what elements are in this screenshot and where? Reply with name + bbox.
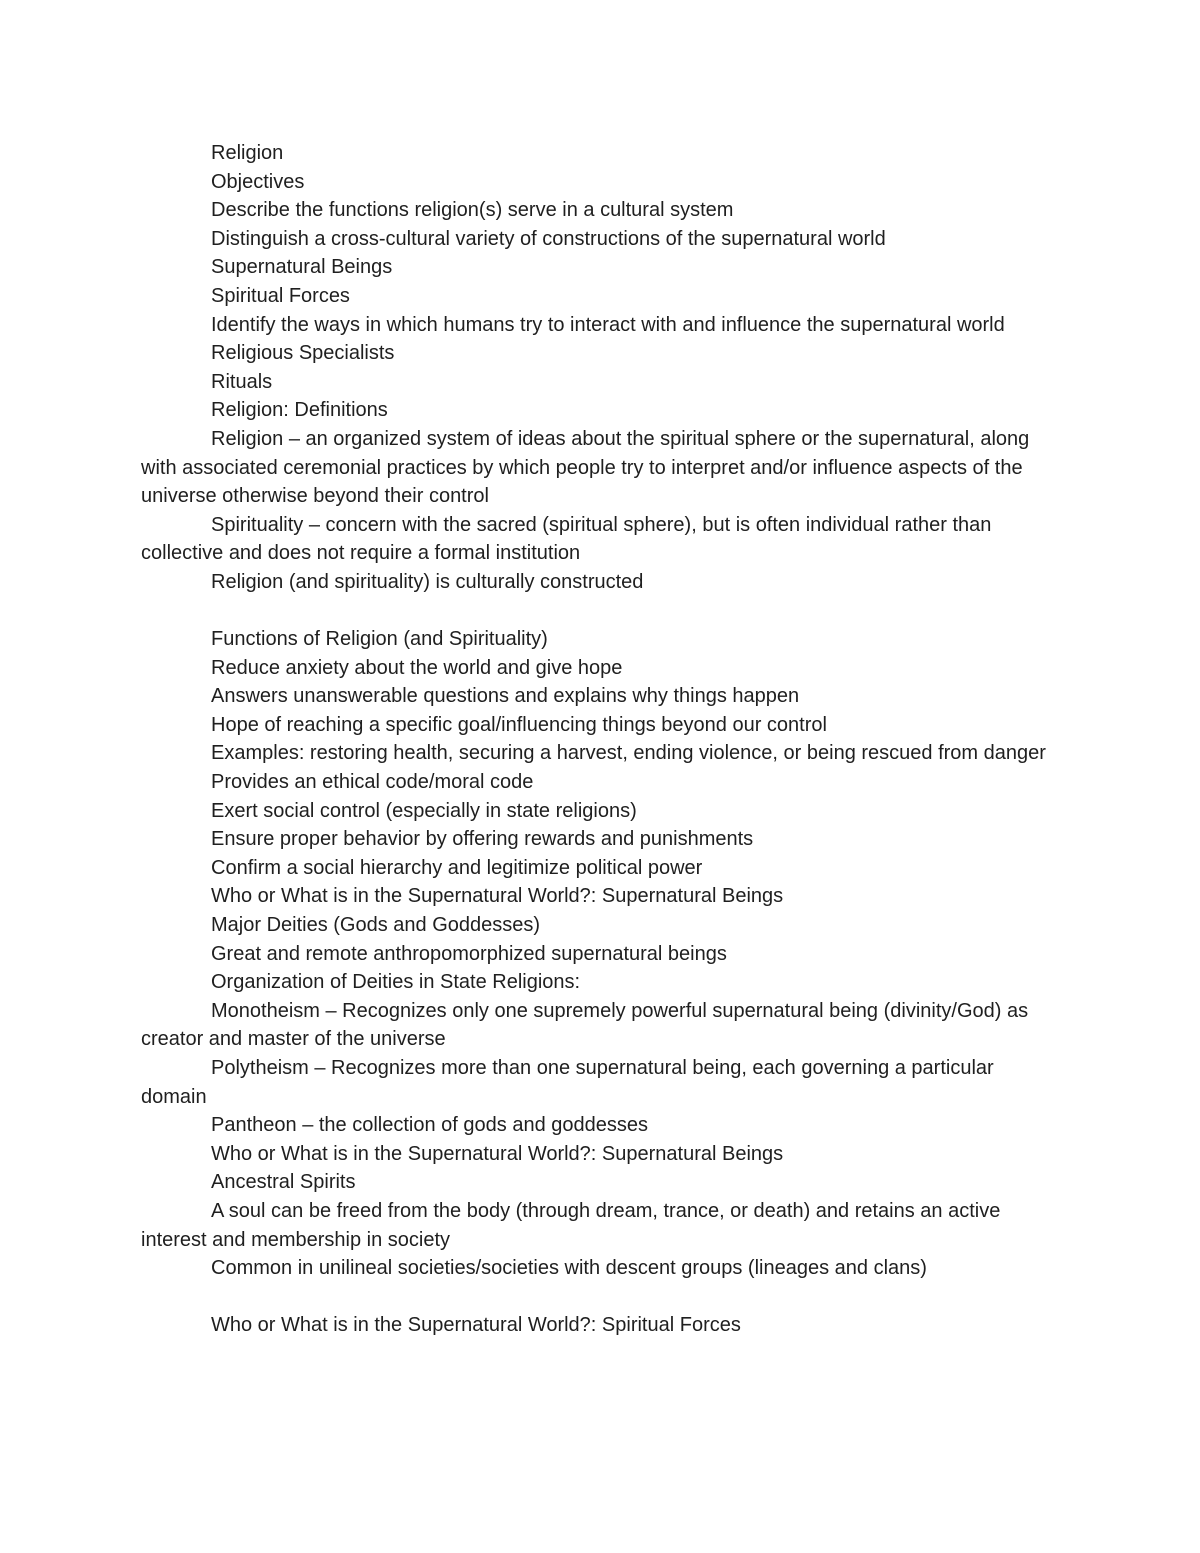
paragraph: Spiritual Forces [211, 284, 350, 307]
paragraph: Major Deities (Gods and Goddesses) [211, 914, 541, 937]
paragraph: Who or What is in the Supernatural World?: Spiritual Forces [211, 1314, 741, 1337]
paragraph: Examples: restoring health, securing a harvest, ending violence, or being rescued from danger [211, 742, 1046, 765]
paragraph: Provides an ethical code/moral code [211, 771, 534, 794]
paragraph: Answers unanswerable questions and explains why things happen [211, 685, 800, 708]
paragraph: Great and remote anthropomorphized supernatural beings [211, 942, 727, 965]
paragraph: Religion (and spirituality) is culturally constructed [211, 570, 644, 593]
paragraph: Supernatural Beings [211, 256, 393, 279]
paragraph: Rituals [211, 370, 273, 393]
paragraph: Common in unilineal societies/societies with descent groups (lineages and clans) [211, 1257, 927, 1280]
paragraph: Who or What is in the Supernatural World?: Supernatural Beings [211, 1142, 784, 1165]
paragraph: Ancestral Spirits [211, 1171, 356, 1194]
paragraph: Distinguish a cross-cultural variety of constructions of the supernatural world [211, 227, 886, 250]
paragraph: A soul can be freed from the body (through dream, trance, or death) and retains an active interest and membership in society [141, 1199, 1006, 1251]
paragraph: Functions of Religion (and Spirituality) [211, 628, 548, 651]
paragraph: Who or What is in the Supernatural World?: Supernatural Beings [211, 885, 784, 908]
blank-line [141, 1283, 1061, 1312]
paragraph: Ensure proper behavior by offering rewards and punishments [211, 828, 754, 851]
paragraph: Confirm a social hierarchy and legitimize political power [211, 856, 703, 879]
paragraph: Hope of reaching a specific goal/influencing things beyond our control [211, 713, 827, 736]
paragraph: Describe the functions religion(s) serve in a cultural system [211, 199, 734, 222]
paragraph: Identify the ways in which humans try to interact with and influence the supernatural world [211, 313, 1005, 336]
paragraph: Religion [211, 142, 284, 164]
paragraph: Polytheism – Recognizes more than one supernatural being, each governing a particular domain [141, 1057, 1000, 1108]
paragraph: Monotheism – Recognizes only one supremely powerful supernatural being (divinity/God) as creator and master of the universe [141, 999, 1034, 1051]
paragraph: Objectives [211, 170, 305, 193]
paragraph: Reduce anxiety about the world and give hope [211, 656, 623, 679]
paragraph: Religion: Definitions [211, 399, 388, 422]
paragraph: Exert social control (especially in state religions) [211, 799, 637, 822]
paragraph: Religious Specialists [211, 342, 395, 365]
paragraph: Organization of Deities in State Religions: [211, 971, 581, 994]
paragraph: Pantheon – the collection of gods and goddesses [211, 1114, 648, 1137]
paragraph: Religion – an organized system of ideas about the spiritual sphere or the supernatural, along with associated ceremonial practices by which people try to interpret and/or influence aspects of the universe otherwise beyond their control [141, 427, 1035, 508]
blank-line [141, 597, 1061, 626]
paragraph: Spirituality – concern with the sacred (spiritual sphere), but is often individual rather than collective and does not require a formal institution [141, 513, 997, 565]
document-page [141, 139, 1061, 1340]
